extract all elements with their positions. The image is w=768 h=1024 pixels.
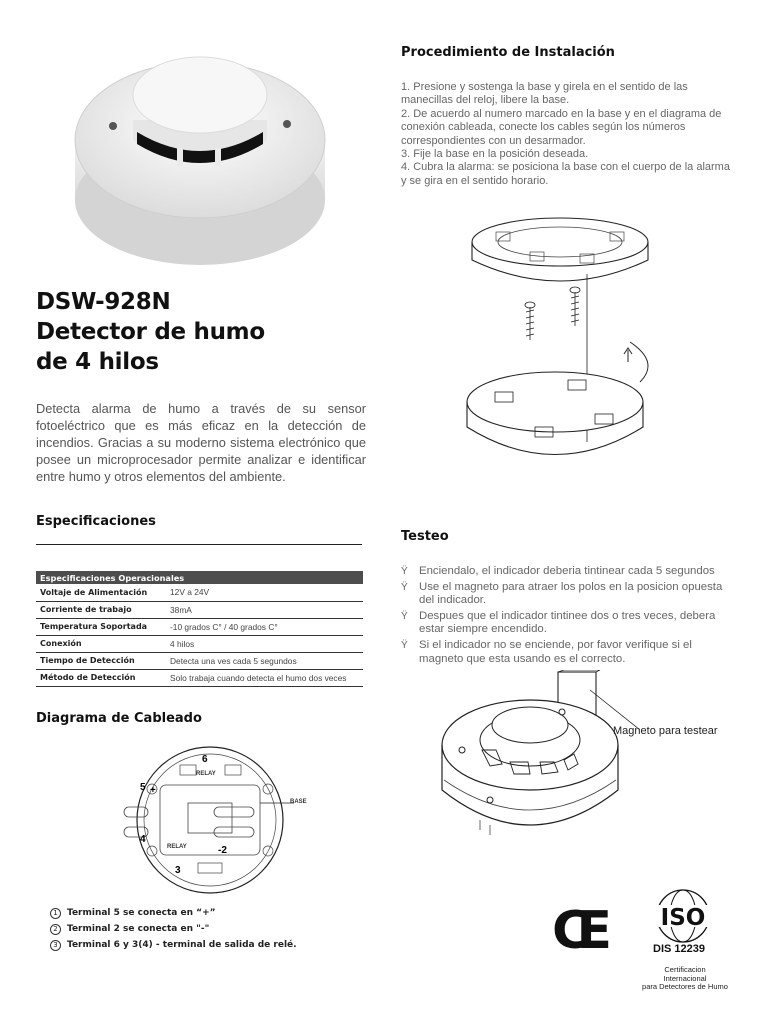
cert-line: Internacional	[663, 973, 707, 983]
ce-mark-text: CE	[552, 901, 612, 960]
smoke-detector-photo	[55, 40, 345, 280]
spec-key: Voltaje de Alimentación	[36, 584, 166, 601]
bullet-icon: Ÿ	[401, 566, 408, 577]
terminal-text: Terminal 2 se conecta en "-"	[67, 924, 210, 934]
test-item-text: Enciendalo, el indicador deberia tintinear cada 5 segundos	[419, 565, 715, 577]
magnet-test-diagram	[440, 670, 640, 865]
test-list	[401, 565, 731, 668]
specs-heading: Especificaciones	[36, 514, 156, 529]
specs-table-header: Especificaciones Operacionales	[36, 571, 363, 584]
terminal-3-label: 3	[175, 865, 181, 876]
list-item	[401, 639, 731, 666]
spec-value: 4 hilos	[166, 635, 363, 652]
terminal-2-label: -2	[218, 845, 227, 856]
iso-logo	[648, 888, 718, 944]
list-item	[401, 565, 731, 579]
spec-key: Método de Detección	[36, 669, 166, 686]
install-step: 4. Cubra la alarma: se posiciona la base con el cuerpo de la alarma y se gira en el sentido horario.	[401, 161, 730, 187]
title-line-model: DSW-928N	[36, 289, 171, 315]
list-item	[50, 921, 297, 937]
test-heading: Testeo	[401, 529, 449, 544]
terminal-text: Terminal 6 y 3(4) - terminal de salida de relé.	[67, 940, 297, 950]
terminal-text: Terminal 5 se conecta en “+”	[67, 908, 216, 918]
terminal-number: 1	[50, 908, 61, 919]
install-step: 2. De acuerdo al numero marcado en la base y en el diagrama de conexión cableada, conecte los cables según los números correspondientes con un desarmador.	[401, 107, 722, 147]
table-row	[36, 618, 363, 635]
base-label: BASE	[290, 799, 307, 805]
terminal-list	[50, 905, 297, 953]
iso-text: ISO	[660, 905, 706, 931]
terminal-number: 2	[50, 924, 61, 935]
install-step: 3. Fije la base en la posición deseada.	[401, 148, 589, 161]
list-item	[401, 581, 731, 608]
table-row	[36, 601, 363, 618]
relay-label-top: RELAY	[196, 771, 216, 777]
cert-line: para Detectores de Humo	[642, 982, 728, 991]
table-row	[36, 584, 363, 601]
list-item	[50, 905, 297, 921]
spec-value: Detecta una ves cada 5 segundos	[166, 652, 363, 669]
specs-divider	[36, 544, 362, 545]
spec-value: -10 grados C° / 40 grados C°	[166, 618, 363, 635]
product-title	[36, 287, 366, 377]
spec-value: Solo trabaja cuando detecta el humo dos veces	[166, 669, 363, 686]
spec-value: 38mA	[166, 601, 363, 618]
list-item	[401, 610, 731, 637]
bullet-icon: Ÿ	[401, 581, 408, 593]
cert-line: Certificacion	[664, 965, 706, 974]
terminal-4-label: 4	[140, 834, 146, 845]
spec-key: Corriente de trabajo	[36, 601, 166, 618]
specs-table	[36, 571, 363, 687]
terminal-6-label: 6	[202, 754, 208, 765]
test-item-text: Despues que el indicador tintinee dos o tres veces, debera estar siempre encendido.	[419, 609, 716, 636]
installation-diagram	[460, 212, 660, 477]
spec-key: Temperatura Soportada	[36, 618, 166, 635]
test-item-text: Si el indicador no se enciende, por favor verifique si el magneto que esta usando es el correcto.	[419, 638, 692, 665]
spec-key: Tiempo de Detección	[36, 652, 166, 669]
list-item	[50, 937, 297, 953]
table-row	[36, 669, 363, 686]
terminal-number: 3	[50, 940, 61, 951]
wiring-heading: Diagrama de Cableado	[36, 711, 202, 726]
magnet-label: Magneto para testear	[613, 725, 718, 737]
install-heading: Procedimiento de Instalación	[401, 45, 615, 60]
spec-value: 12V a 24V	[166, 584, 363, 601]
spec-key: Conexión	[36, 635, 166, 652]
table-row	[36, 652, 363, 669]
table-row	[36, 635, 363, 652]
title-line-subtitle: de 4 hilos	[36, 349, 159, 375]
terminal-plus-label: +	[150, 785, 156, 796]
ce-mark-logo	[552, 900, 614, 960]
bullet-icon: Ÿ	[401, 610, 408, 622]
install-steps	[401, 81, 731, 188]
iso-code: DIS 12239	[653, 943, 705, 955]
title-line-name: Detector de humo	[36, 319, 265, 345]
install-step: 1. Presione y sostenga la base y girela en el sentido de las manecillas del reloj, libere la base.	[401, 81, 688, 107]
terminal-5-label: 5	[140, 782, 146, 793]
certification-text	[630, 966, 740, 992]
bullet-icon: Ÿ	[401, 639, 408, 651]
wiring-diagram	[110, 745, 310, 895]
relay-label-bottom: RELAY	[167, 844, 187, 850]
product-description: Detecta alarma de humo a través de su sensor fotoeléctrico que es más eficaz en la detección de incendios. Gracias a su moderno sistema electrónico que posee un microprocesador permite analizar e identificar entre humo y otros elementos del ambiente.	[36, 401, 366, 484]
test-item-text: Use el magneto para atraer los polos en la posicion opuesta del indicador.	[419, 580, 723, 607]
